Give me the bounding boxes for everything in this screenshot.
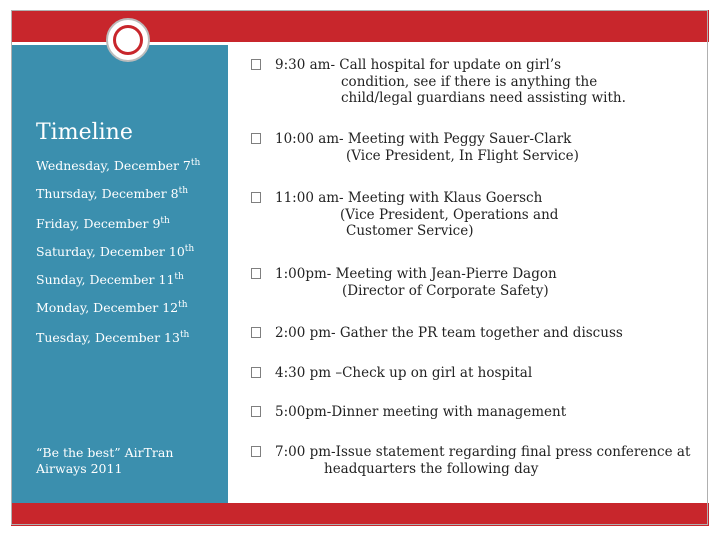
logo-circle-icon: [106, 18, 150, 62]
square-bullet-icon: [251, 192, 261, 203]
day-item: Sunday, December 11th: [36, 272, 184, 288]
timeline-item: 7:00 pm-Issue statement regarding final press conference at headquarters the following day: [251, 444, 690, 477]
square-bullet-icon: [251, 367, 261, 378]
timeline-item: 5:00pm-Dinner meeting with management: [251, 404, 566, 421]
sidebar-title: Timeline: [36, 120, 133, 145]
day-item: Saturday, December 10th: [36, 244, 195, 260]
square-bullet-icon: [251, 268, 261, 279]
square-bullet-icon: [251, 446, 261, 457]
square-bullet-icon: [251, 406, 261, 417]
square-bullet-icon: [251, 133, 261, 144]
square-bullet-icon: [251, 59, 261, 70]
day-item: Friday, December 9th: [36, 216, 170, 232]
timeline-item: 9:30 am- Call hospital for update on girl’s condition, see if there is anything the child/legal guardians need assisting with.: [251, 57, 626, 107]
square-bullet-icon: [251, 327, 261, 338]
sidebar-footer: “Be the best” AirTran Airways 2011: [36, 445, 174, 476]
day-item: Thursday, December 8th: [36, 186, 189, 202]
timeline-item: 2:00 pm- Gather the PR team together and discuss: [251, 325, 623, 342]
footer-bar: [11, 503, 709, 526]
timeline-item: 10:00 am- Meeting with Peggy Sauer-Clark (Vice President, In Flight Service): [251, 131, 579, 164]
day-item: Wednesday, December 7th: [36, 158, 201, 174]
timeline-item: 4:30 pm –Check up on girl at hospital: [251, 365, 532, 382]
timeline-item: 11:00 am- Meeting with Klaus Goersch (Vice President, Operations and Customer Service): [251, 190, 558, 240]
day-item: Tuesday, December 13th: [36, 330, 190, 346]
timeline-item: 1:00pm- Meeting with Jean-Pierre Dagon (Director of Corporate Safety): [251, 266, 557, 299]
day-item: Monday, December 12th: [36, 300, 188, 316]
